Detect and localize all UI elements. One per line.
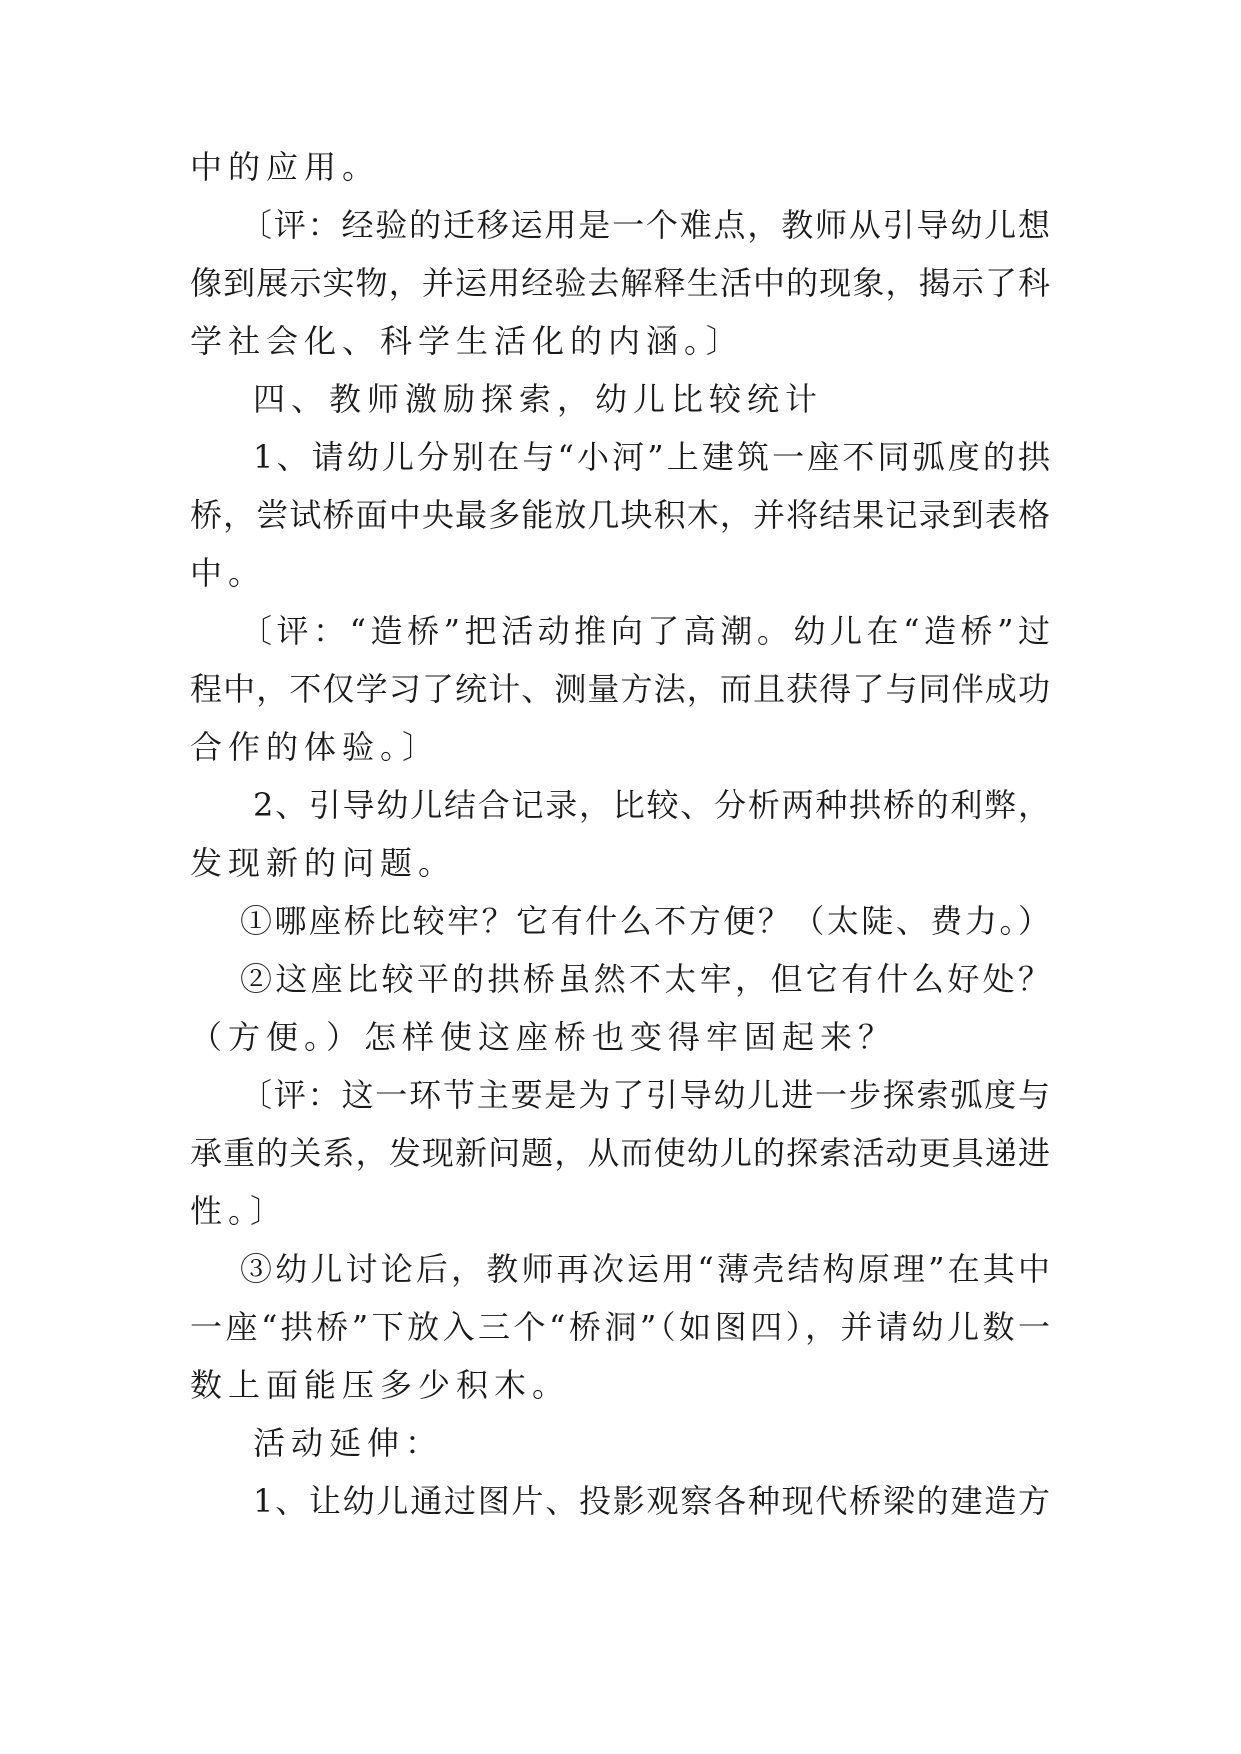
text-line: 像到展示实物，并运用经验去解释生活中的现象，揭示了科 [190, 264, 1050, 302]
text-line: 1、请幼儿分别在与“小河”上建筑一座不同弧度的拱 [253, 438, 1050, 476]
text-line: 承重的关系，发现新问题，从而使幼儿的探索活动更具递进 [190, 1134, 1050, 1172]
text-line: 学社会化、科学生活化的内涵。〕 [190, 322, 745, 360]
text-line: 程中，不仅学习了统计、测量方法，而且获得了与同伴成功 [190, 670, 1050, 708]
text-line: ①哪座桥比较牢？它有什么不方便？（太陡、费力。） [240, 902, 1050, 940]
text-line: 〔评：这一环节主要是为了引导幼儿进一步探索弧度与 [240, 1076, 1050, 1114]
text-line: 中。 [190, 554, 267, 592]
text-line: ②这座比较平的拱桥虽然不太牢，但它有什么好处？ [240, 960, 1050, 998]
text-line: 发现新的问题。 [190, 844, 457, 882]
section-heading: 活动延伸： [253, 1424, 444, 1462]
text-line: 〔评：“造桥”把活动推向了高潮。幼儿在“造桥”过 [240, 612, 1050, 650]
text-line: 合作的体验。〕 [190, 728, 441, 766]
text-line: 2、引导幼儿结合记录，比较、分析两种拱桥的利弊， [253, 786, 1050, 824]
text-line: （方便。）怎样使这座桥也变得牢固起来？ [190, 1018, 897, 1056]
section-heading: 四、教师激励探索，幼儿比较统计 [253, 380, 824, 418]
text-line: 〔评：经验的迁移运用是一个难点，教师从引导幼儿想 [240, 206, 1050, 244]
text-line: 性。〕 [190, 1192, 289, 1230]
text-line: 中的应用。 [190, 148, 381, 186]
text-line: 一座“拱桥”下放入三个“桥洞”（如图四），并请幼儿数一 [190, 1308, 1050, 1346]
text-line: 桥，尝试桥面中央最多能放几块积木，并将结果记录到表格 [190, 496, 1050, 534]
text-line: 数上面能压多少积木。 [190, 1366, 571, 1404]
text-line: ③幼儿讨论后，教师再次运用“薄壳结构原理”在其中 [240, 1250, 1050, 1288]
text-line: 1、让幼儿通过图片、投影观察各种现代桥梁的建造方 [253, 1482, 1050, 1520]
